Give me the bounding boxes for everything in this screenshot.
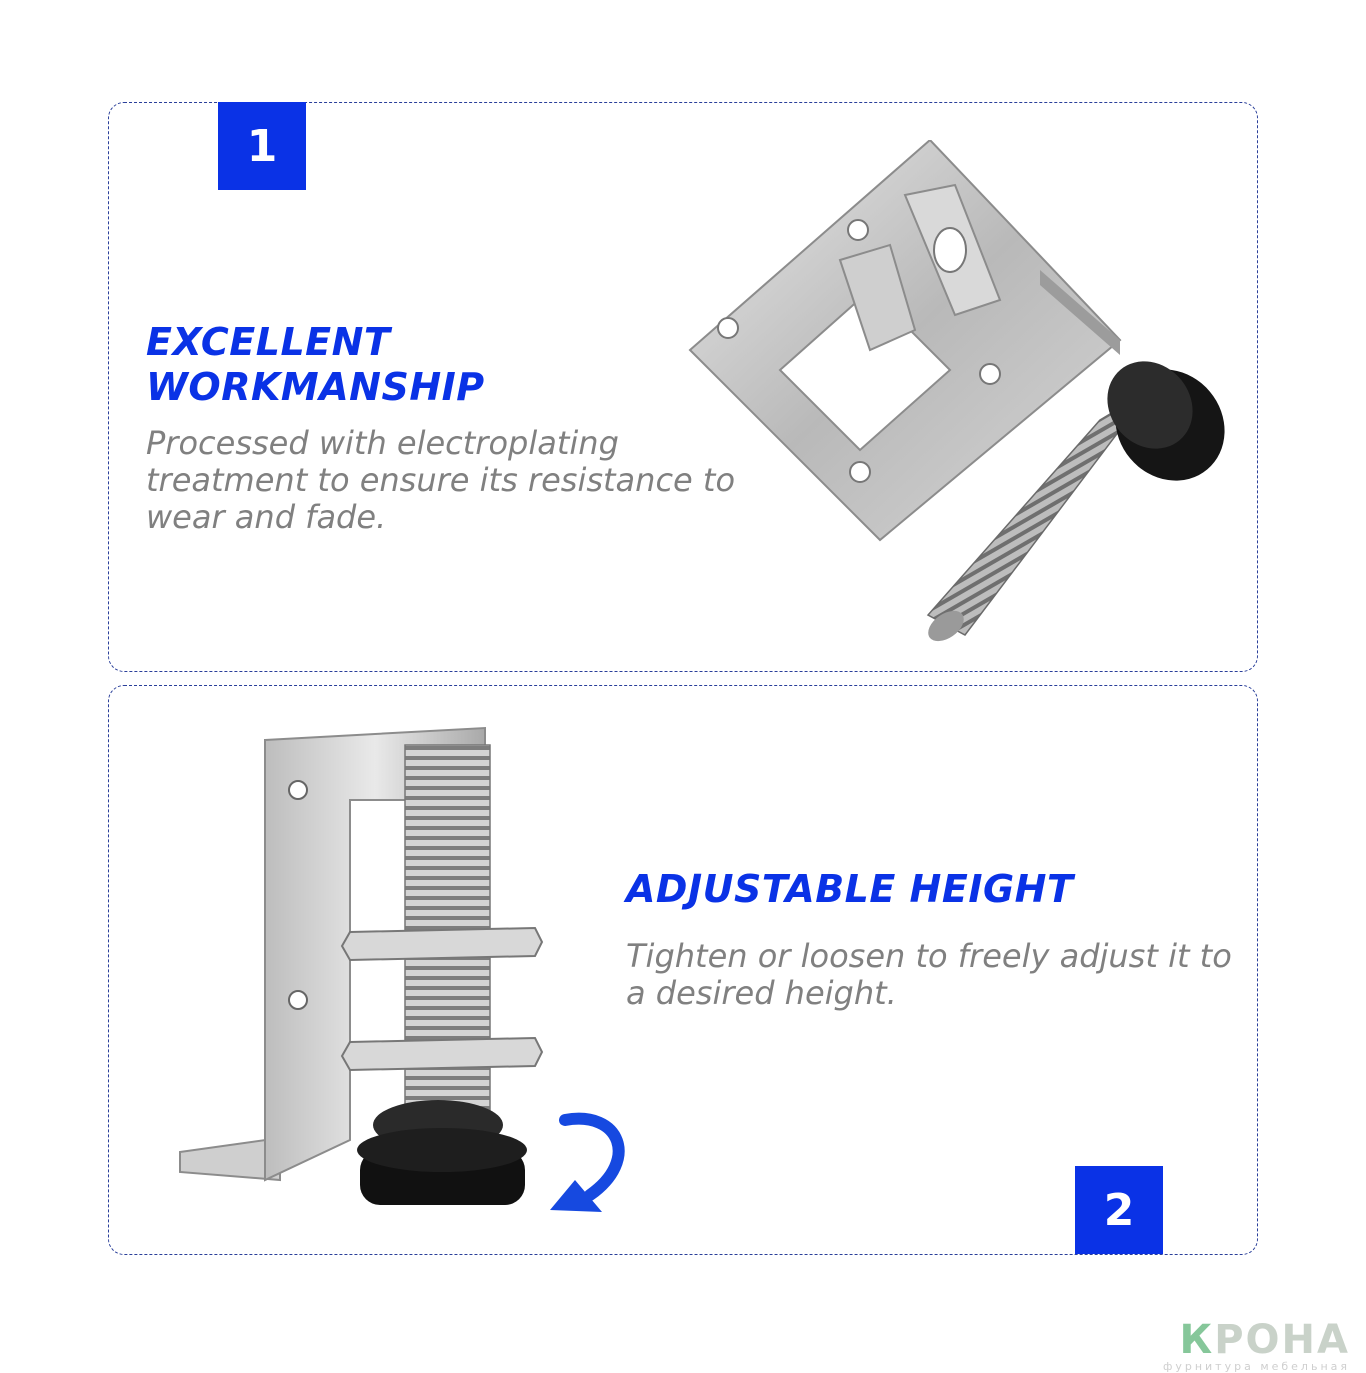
plate-and-bolt-image xyxy=(680,140,1260,660)
section-title: ADJUSTABLE HEIGHT xyxy=(626,867,1074,911)
section-description: Tighten or loosen to freely adjust it to a desired height. xyxy=(626,937,1232,1012)
section-description: Processed with electroplating treatment to ensure its resistance to wear and fade. xyxy=(146,424,736,536)
assembled-leveler-image xyxy=(170,720,640,1240)
brand-watermark xyxy=(1162,1317,1350,1373)
section-number-badge: 2 xyxy=(1075,1166,1163,1254)
brand-subtitle: фурнитура мебельная xyxy=(1162,1360,1350,1373)
section-number-badge: 1 xyxy=(218,102,306,190)
brand-logo: КРОНА xyxy=(1179,1317,1350,1363)
section-title-line2: WORKMANSHIP xyxy=(146,365,485,409)
section-title-line1: EXCELLENT xyxy=(146,320,391,364)
